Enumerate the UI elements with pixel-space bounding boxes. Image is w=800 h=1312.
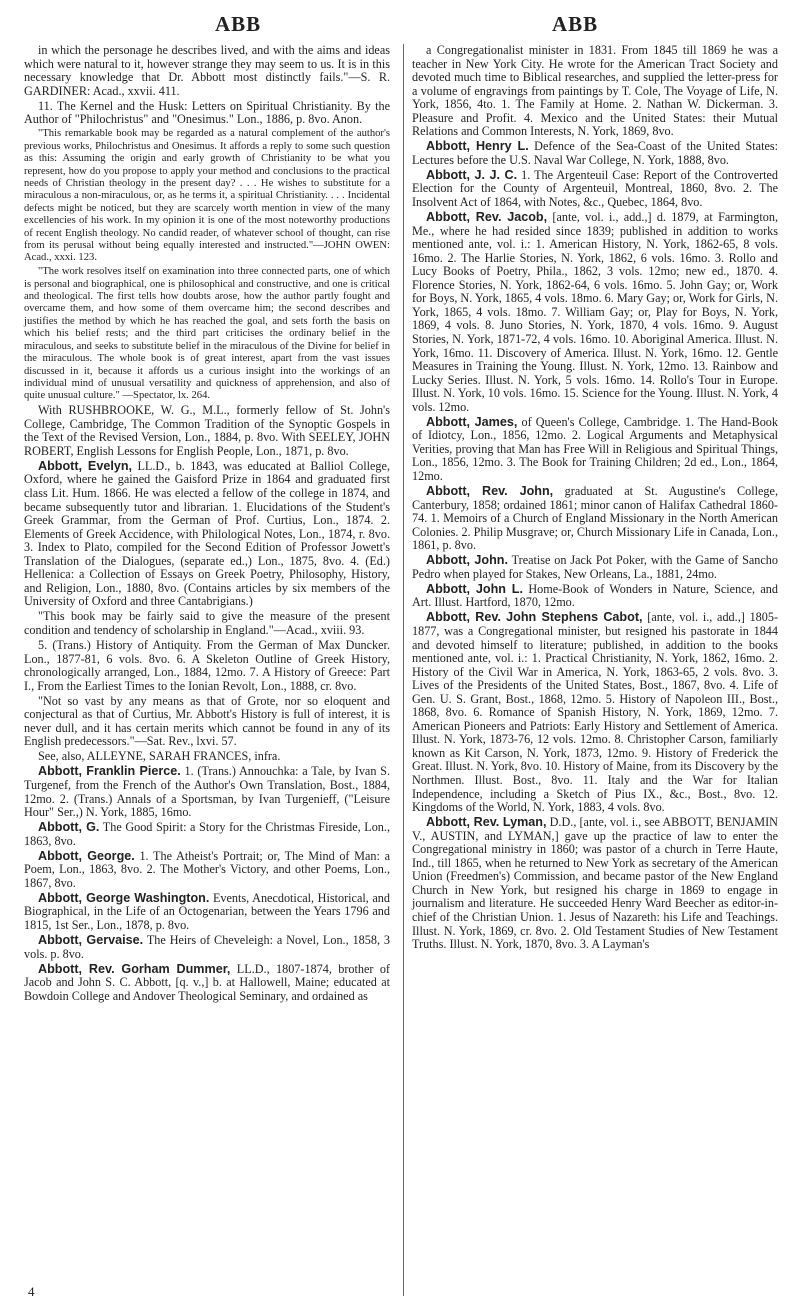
entry-heading: Abbott, J. J. C. xyxy=(426,167,518,182)
review-quote: "This remarkable book may be regarded as a natural complement of the author's previous works, Philochristus and Onesimus. It affords a reply to some such question as this: Assuming the origin and early growth of Christianity to be what you represent, how do you propose to apply your method and conclusions to the practical needs of Christian theology in the present day? . . . He wishes to substitute for a miraculous a non-miraculous, or, as he terms it, a spiritual Christianity. . . . Incidental defects might be noticed, but they are scarcely worth mention in view of the many excellencies of his work. In my opinion it is one of the most noteworthy productions of recent English theology. No candid reader, of whatever school of thought, can rise from its perusal without being equally interested and instructed."—JOHN OWEN: Acad., xxxi. 123. xyxy=(24,128,390,264)
entry-abbott-george: Abbott, George. 1. The Atheist's Portrait; or, The Mind of Man: a Poem, Lon., 1863, 8vo. 2. The Mother's Victory, and other Poems, Lon., 1867, 8vo. xyxy=(24,848,390,890)
entry-abbott-john-l: Abbott, John L. Home-Book of Wonders in Nature, Science, and Art. Illust. Hartford, 1870, 12mo. xyxy=(412,581,778,610)
running-header-left: ABB xyxy=(215,12,262,36)
entry-heading: Abbott, John L. xyxy=(426,581,523,596)
entry-paragraph: "Not so vast by any means as that of Grote, nor so eloquent and conjectural as that of Curtius, Mr. Abbott's History is full of interest, it is never dull, and it has certain merits which cannot be found in any of its English predecessors."—Sat. Rev., lxvi. 57. xyxy=(24,693,390,749)
entry-abbott-george-washington: Abbott, George Washington. Events, Anecdotical, Historical, and Biographical, in the Life of an Octogenarian, between the Years 1796 and 1815, 1st Ser., Lon., 1878, p. 8vo. xyxy=(24,890,390,932)
entry-abbott-g: Abbott, G. The Good Spirit: a Story for the Christmas Fireside, Lon., 1863, 8vo. xyxy=(24,820,390,848)
entry-heading: Abbott, Rev. Gorham Dummer, xyxy=(38,961,231,976)
entry-paragraph: 5. (Trans.) History of Antiquity. From the German of Max Duncker. Lon., 1877-81, 6 vols. 8vo. 6. A Skeleton Outline of Greek History, chronologically arranged, Lon., 1884, 12mo. 7. A History of Greece: Part I., From the Earliest Times to the Ionian Revolt, Lon., 1888, cr. 8vo. xyxy=(24,638,390,693)
entry-heading: Abbott, G. xyxy=(38,820,100,835)
entry-abbott-john-stephens-cabot: Abbott, Rev. John Stephens Cabot, [ante, vol. i., add.,] 1805-1877, was a Congregational minister, but resigned his pastorate in 1844 and devoted himself to literature; published, in addition to the books mentioned ante, vol. i.: 1. Practical Christianity, N. York, 1862, 16mo. 2. History of the Civil War in America, N. York, 1863-65, 2 vols. 8vo. 3. Lives of the Presidents of the United States, Bost., 1867, 8vo. 4. Life of Gen. U. S. Grant, Bost., 1868, 12mo. 5. History of Napoleon III., Bost., 1868, 8vo. 6. Romance of Spanish History, N. York, 1869, 12mo. 7. American Pioneers and Patriots: Early History and Settlement of America. Illust. N. York, 1873-76, 12 vols. 12mo. 8. Christopher Carson, familiarly known as Kit Carson, N. York, 1873, 12mo. 9. History of Frederick the Great. Illust. N. York, 8vo. 10. History of Maine, from its Discovery by the Northmen. Illust. Bost., 8vo. 11. Italy and the War for Italian Independence, including a Sketch of Pius IX., &c., Bost., 8vo. 12. Kingdoms of the World, N. York, 1883, 4 vols. 8vo. xyxy=(412,610,778,815)
entry-heading: Abbott, George Washington. xyxy=(38,890,210,905)
entry-abbott-gervaise: Abbott, Gervaise. The Heirs of Cheveleigh: a Novel, Lon., 1858, 3 vols. p. 8vo. xyxy=(24,933,390,961)
page-number: 4 xyxy=(28,1284,35,1299)
entry-heading: Abbott, Rev. John, xyxy=(426,484,554,498)
entry-abbott-franklin-pierce: Abbott, Franklin Pierce. 1. (Trans.) Annouchka: a Tale, by Ivan S. Turgenef, from the French of the Author's Own Translation, Bost., 1884, 12mo. 2. (Trans.) Annals of a Sportsman, by Ivan Turgenieff, ("Leisure Hour" Ser.,) N. York, 1885, 16mo. xyxy=(24,764,390,820)
entry-heading: Abbott, John. xyxy=(426,553,508,568)
entry-abbott-john: Abbott, John. Treatise on Jack Pot Poker, with the Game of Sancho Pedro when played for Stakes, New Orleans, La., 1881, 24mo. xyxy=(412,553,778,581)
entry-heading: Abbott, Henry L. xyxy=(426,139,529,154)
entry-heading: Abbott, Franklin Pierce. xyxy=(38,764,181,779)
entry-paragraph: 11. The Kernel and the Husk: Letters on Spiritual Christianity. By the Author of "Philochristus" and "Onesimus." Lon., 1886, p. 8vo. Anon. xyxy=(24,98,390,127)
entry-heading: Abbott, Rev. John Stephens Cabot, xyxy=(426,610,643,625)
review-quote: "The work resolves itself on examination into three connected parts, one of which is personal and biographical, one is philosophical and constructive, and one is critical and theological. The first tells how doubts arose, how the author partly fought and overcame them, and how some of them overcame him; the second describes and justifies the method by which he has reached the goal, and sets forth the basis on which his belief rests; and the third part criticises the ordinary belief in the miraculous, and seeks to substitute belief in the miraculous of the Divine for belief in the miraculous. The whole book is of great interest, apart from the vast issues discussed in it, because it affords us a curious insight into the workings of an individual mind of unusual versatility and quickness of apprehension, and also of quite unusual culture." —Spectator, lx. 264. xyxy=(24,266,390,402)
entry-heading: Abbott, Gervaise. xyxy=(38,933,144,947)
entry-abbott-evelyn: Abbott, Evelyn, LL.D., b. 1843, was educated at Balliol College, Oxford, where he gained the Gaisford Prize in 1864 and graduated first class Lit. Hum. 1866. He was elected a fellow of the college in 1874, and became subsequently tutor and librarian. 1. Elucidations of the Student's Greek Grammar, from the German of Prof. Curtius, Lon., 1874. 2. Elements of Greek Accidence, with Philological Notes, Lon., 1874, r. 8vo. 3. Index to Plato, compiled for the Second Edition of Professor Jowett's Translation of the Dialogues, (separate ed.,) Lon., 1875, 8vo. 4. (Ed.) Hellenica: a Collection of Essays on Greek Poetry, Philosophy, History, and Religion, Lon., 1880, 8vo. (Contains articles by six members of the University of Oxford and three Cantabrigians.) xyxy=(24,458,390,609)
running-header-right: ABB xyxy=(552,12,599,36)
right-column xyxy=(412,44,778,953)
entry-abbott-j-j-c: Abbott, J. J. C. 1. The Argenteuil Case: Report of the Controverted Election for the County of Argenteuil, Montreal, 1860, 8vo. 2. The Insolvent Act of 1864, with Notes, &c., Quebec, 1864, 8vo. xyxy=(412,167,779,210)
entry-abbott-james: Abbott, James, of Queen's College, Cambridge. 1. The Hand-Book of Idiotcy, Lon., 1856, 12mo. 2. Logical Arguments and Metaphysical Verities, proving that Man has Free Will in Religious and Spiritual Things, Lon., 1856, 12mo. 3. The Book for Training Children; 2d ed., Lon., 1864, 12mo. xyxy=(412,414,778,483)
entry-abbott-gorham-dummer: Abbott, Rev. Gorham Dummer, LL.D., 1807-1874, brother of Jacob and John S. C. Abbott, [q. v.,] b. at Hallowell, Maine; educated at Bowdoin College and Andover Theological Seminary, and ordained as xyxy=(24,961,390,1003)
entry-heading: Abbott, Rev. Jacob, xyxy=(426,210,548,225)
cross-reference: See, also, ALLEYNE, SARAH FRANCES, infra. xyxy=(38,749,281,764)
entry-abbott-rev-john: Abbott, Rev. John, graduated at St. Augustine's College, Canterbury, 1858; ordained 1861; minor canon of Halifax Cathedral 1860-74. 1. Memoirs of a Church of England Missionary in the North American Colonies. 2. Philip Musgrave; or, Church Missionary Life in Canada, Lon., 1861, p. 8vo. xyxy=(412,484,778,553)
entry-heading: Abbott, George. xyxy=(38,848,135,863)
entry-abbott-jacob: Abbott, Rev. Jacob, [ante, vol. i., add.,] d. 1879, at Farmington, Me., where he had resided since 1839; published in addition to works mentioned ante, vol. i.: 1. American History, N. York, 1862-65, 8 vols. 16mo. 2. The Harlie Stories, N. York, 1862, 6 vols. 16mo. 3. Rollo and Lucy Books of Poetry, Phila., 1862, 3 vols. 12mo; new ed., 1870. 4. Florence Stories, N. York, 1862-64, 6 vols. 16mo. 5. John Gay; or, Work for Boys, N. York, 1865, 4 vols. 18mo. 6. Mary Gay; or, Work for Girls, N. York, 1865, 4 vols. 18mo. 7. William Gay; or, Play for Boys, N. York, 1869, 4 vols. 8. Juno Stories, N. York, 1870, 4 vols. 16mo. 9. August Stories, N. York, 1871-72, 4 vols. 16mo. 10. Aboriginal America. Illust. N. York, 16mo. 11. Discovery of America. Illust. N. York, 16mo. 12. Gentle Measures in Training the Young. Illust. N. York, 12mo. 13. Rainbow and Lucky Series. Illust. N. York, 5 vols. 16mo. 14. Rollo's Tour in Europe. Illust. N. York, 10 vols. 16mo. 15. Science for the Young. Illust. N. York, 4 vols. 12mo. xyxy=(412,210,778,414)
entry-heading: Abbott, Rev. Lyman, xyxy=(426,815,547,830)
entry-paragraph: a Congregationalist minister in 1831. From 1845 till 1869 he was a teacher in New York City. He wrote for the American Tract Society and devoted much time to Biblical researches, and supplied the letter-press for a volume of engravings from paintings by T. Cole, The Voyage of Life, N. York, 1856, 4to. 1. The Family at Home. 2. Nathan W. Dickerman. 3. Pleasure and Profit. 4. Mexico and the United States: their Mutual Relations and Common Interests, N. York, 1869, 8vo. xyxy=(412,43,778,139)
entry-heading: Abbott, James, xyxy=(426,414,518,429)
entry-abbott-henry-l: Abbott, Henry L. Defence of the Sea-Coast of the United States: Lectures before the U.S. Naval War College, N. York, 1888, 8vo. xyxy=(412,139,778,167)
entry-paragraph: With RUSHBROOKE, W. G., M.L., formerly fellow of St. John's College, Cambridge, The Common Tradition of the Synoptic Gospels in the Text of the Revised Version, Lon., 1884, p. 8vo. With SEELEY, JOHN ROBERT, English Lessons for English People, Lon., 1871, p. 8vo. xyxy=(24,403,390,458)
entry-abbott-lyman: Abbott, Rev. Lyman, D.D., [ante, vol. i., see ABBOTT, BENJAMIN V., AUSTIN, and LYMAN,] gave up the practice of law to enter the Congregational ministry in 1860; was pastor of a church in Terre Haute, Ind., till 1865, when he returned to New York as secretary of the American Union (Freedmen's) Commission, and became pastor of the New England Church in New York, but resigned his charge in 1869 to engage in journalism and literature. He succeeded Henry Ward Beecher as editor-in-chief of the Christian Union. 1. Jesus of Nazareth: his Life and Teachings. Illust. N. York, 1869, cr. 8vo. 2. Old Testament Studies of New Testament Truths. Illust. N. York, 1870, 8vo. 3. A Layman's xyxy=(412,815,778,952)
column-divider xyxy=(403,44,404,1296)
entry-paragraph: in which the personage he describes lived, and with the aims and ideas which were natural to it, however strange they may seem to us. It is in this necessary knowledge that Dr. Abbott most distinctly fails."—S. R. GARDINER: Acad., xxvii. 411. xyxy=(24,43,390,98)
left-column xyxy=(24,44,390,1005)
entry-heading: Abbott, Evelyn, xyxy=(38,458,133,473)
entry-paragraph: "This book may be fairly said to give the measure of the present condition and tendency of scholarship in England."—Acad., xviii. 93. xyxy=(24,609,390,637)
